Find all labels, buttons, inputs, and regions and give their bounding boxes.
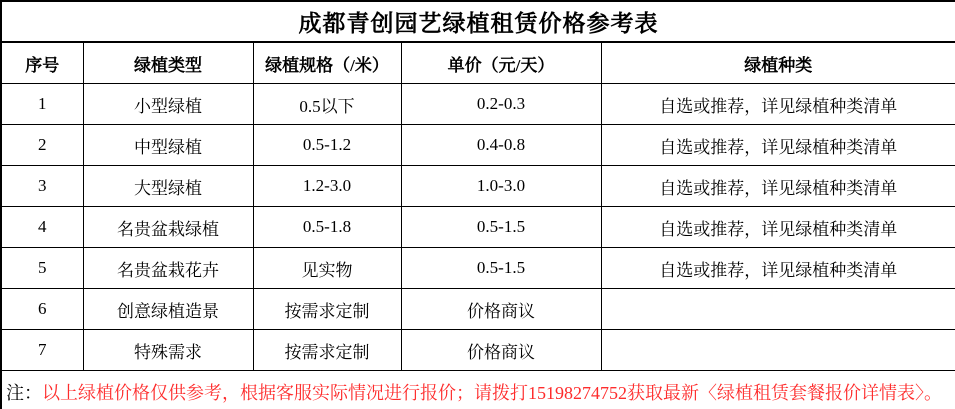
variety-cell: 自选或推荐，详见绿植种类清单	[601, 166, 955, 207]
unit-price-cell: 0.4-0.8	[401, 125, 601, 166]
note-text: 以上绿植价格仅供参考，根据客服实际情况进行报价；请拨打15198274752获取最新〈绿植租赁套餐报价详情表〉。	[42, 383, 942, 403]
row-index-cell: 1	[1, 84, 83, 125]
column-header-variety: 绿植种类	[601, 42, 955, 84]
spec-cell: 0.5以下	[253, 84, 401, 125]
header-row	[1, 42, 955, 84]
spec-cell: 0.5-1.2	[253, 125, 401, 166]
row-index-cell: 4	[1, 207, 83, 248]
row-index-cell: 7	[1, 330, 83, 371]
row-index-cell: 2	[1, 125, 83, 166]
note-cell	[1, 371, 955, 409]
variety-cell: 自选或推荐，详见绿植种类清单	[601, 84, 955, 125]
unit-price-cell: 0.5-1.5	[401, 248, 601, 289]
variety-cell	[601, 330, 955, 371]
note-row	[1, 371, 955, 409]
plant-type-cell: 小型绿植	[83, 84, 253, 125]
title-row	[1, 1, 955, 42]
spec-cell: 0.5-1.8	[253, 207, 401, 248]
unit-price-cell: 0.2-0.3	[401, 84, 601, 125]
column-header-plant-type: 绿植类型	[83, 42, 253, 84]
variety-cell	[601, 289, 955, 330]
column-header-index: 序号	[1, 42, 83, 84]
column-header-spec: 绿植规格（/米）	[253, 42, 401, 84]
plant-type-cell: 名贵盆栽花卉	[83, 248, 253, 289]
unit-price-cell: 1.0-3.0	[401, 166, 601, 207]
row-index-cell: 6	[1, 289, 83, 330]
table-title: 成都青创园艺绿植租赁价格参考表	[1, 1, 955, 42]
table-row	[1, 330, 955, 371]
plant-type-cell: 中型绿植	[83, 125, 253, 166]
table-row	[1, 207, 955, 248]
unit-price-cell: 0.5-1.5	[401, 207, 601, 248]
table-row	[1, 84, 955, 125]
variety-cell: 自选或推荐，详见绿植种类清单	[601, 125, 955, 166]
unit-price-cell: 价格商议	[401, 289, 601, 330]
note-label: 注：	[6, 383, 42, 403]
table-row	[1, 248, 955, 289]
table-body	[1, 84, 955, 371]
variety-cell: 自选或推荐，详见绿植种类清单	[601, 207, 955, 248]
table-row	[1, 166, 955, 207]
plant-type-cell: 名贵盆栽绿植	[83, 207, 253, 248]
spec-cell: 见实物	[253, 248, 401, 289]
spec-cell: 1.2-3.0	[253, 166, 401, 207]
row-index-cell: 3	[1, 166, 83, 207]
column-header-unit-price: 单价（元/天）	[401, 42, 601, 84]
table-row	[1, 125, 955, 166]
variety-cell: 自选或推荐，详见绿植种类清单	[601, 248, 955, 289]
row-index-cell: 5	[1, 248, 83, 289]
unit-price-cell: 价格商议	[401, 330, 601, 371]
plant-type-cell: 特殊需求	[83, 330, 253, 371]
spec-cell: 按需求定制	[253, 330, 401, 371]
spec-cell: 按需求定制	[253, 289, 401, 330]
table-row	[1, 289, 955, 330]
plant-type-cell: 创意绿植造景	[83, 289, 253, 330]
plant-type-cell: 大型绿植	[83, 166, 253, 207]
